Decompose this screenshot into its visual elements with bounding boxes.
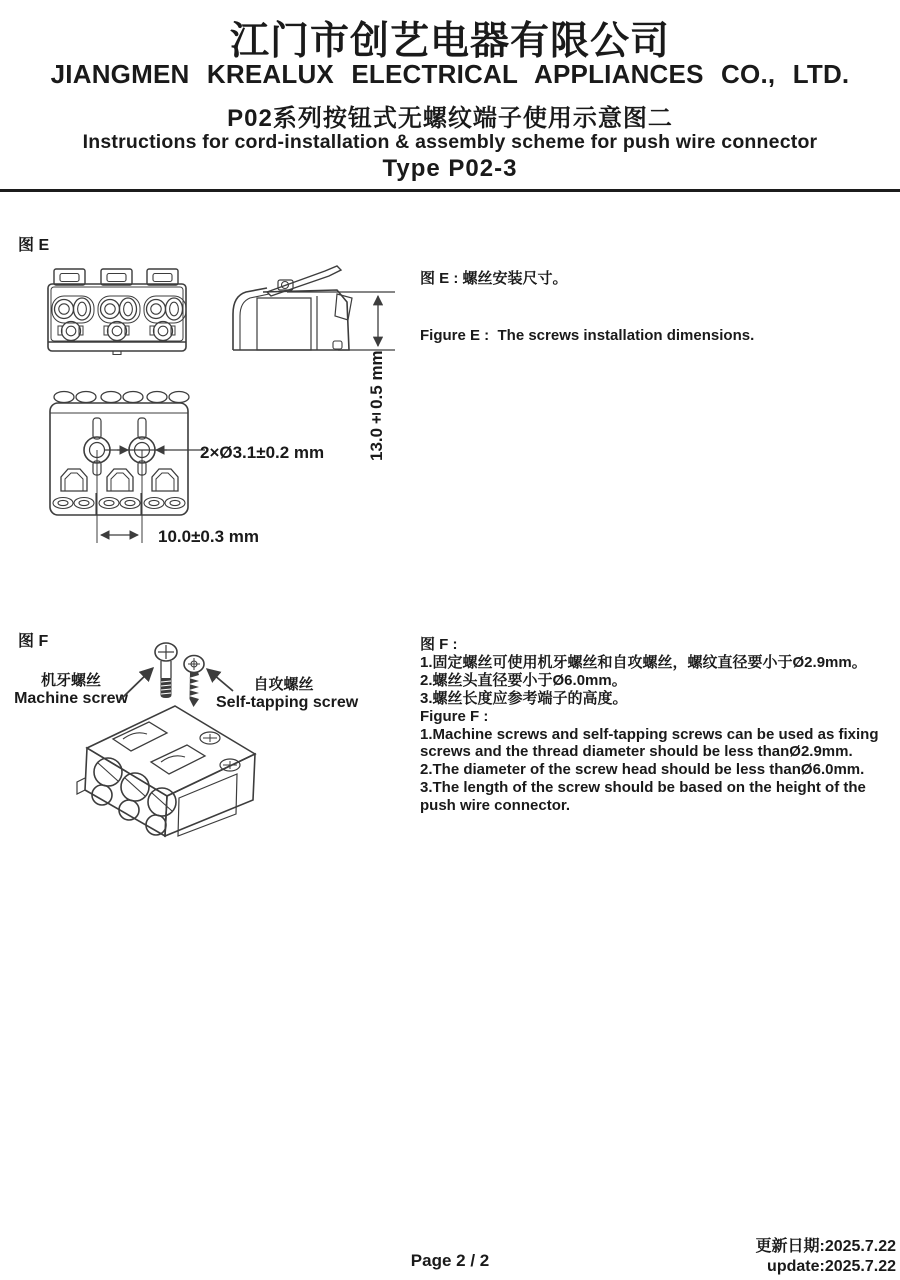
- company-name-en: JIANGMEN KREALUX ELECTRICAL APPLIANCES CO., LTD.: [50, 59, 850, 89]
- figure-e-caption-en: Figure E : The screws installation dimensions.: [420, 327, 755, 344]
- update-date-en: update:2025.7.22: [767, 1258, 896, 1275]
- doc-subtitle-cn: P02系列按钮式无螺纹端子使用示意图二: [227, 105, 673, 132]
- type-label: Type P02-3: [382, 155, 518, 182]
- dim-spacing-label: 10.0±0.3 mm: [158, 527, 260, 546]
- figure-f-assembly-drawing: [75, 638, 345, 848]
- note-line: push wire connector.: [420, 797, 571, 815]
- doc-subtitle-en: Instructions for cord-installation & assembly scheme for push wire connector: [82, 131, 818, 153]
- note-line: 1.固定螺丝可使用机牙螺丝和自攻螺丝，螺纹直径要小于Ø2.9mm。: [420, 653, 867, 671]
- note-line: 1.Machine screws and self-tapping screws can be used as fixing: [420, 725, 879, 743]
- dim-height-label: 13.0±0.5 mm: [367, 350, 386, 461]
- self-tapping-screw-label-en: Self-tapping screw: [216, 694, 359, 711]
- figure-f-label: 图 F: [18, 633, 49, 650]
- note-line: 图 F :: [420, 636, 458, 653]
- update-dates: [755, 1237, 896, 1277]
- figure-e-caption-cn: 图 E : 螺丝安装尺寸。: [420, 270, 568, 287]
- company-name-cn: 江门市创艺电器有限公司: [229, 20, 670, 63]
- note-line: screws and the thread diameter should be less thanØ2.9mm.: [420, 743, 853, 761]
- machine-screw-drawing: [155, 643, 177, 698]
- figure-e-side-view-drawing: [225, 262, 400, 357]
- header-divider: [0, 189, 900, 192]
- page-number: Page 2 / 2: [410, 1251, 490, 1270]
- dim-hole-label: 2×Ø3.1±0.2 mm: [200, 443, 325, 462]
- figure-e-top-view-drawing: [45, 385, 335, 550]
- self-tapping-screw-drawing: [184, 656, 204, 708]
- machine-screw-label-cn: 机牙螺丝: [40, 672, 101, 689]
- figure-e-label: 图 E: [18, 237, 50, 254]
- note-line: Figure F :: [420, 707, 489, 725]
- figure-e-caption: [420, 231, 754, 383]
- note-line: 2.The diameter of the screw head should be less thanØ6.0mm.: [420, 761, 865, 779]
- machine-screw-label-en: Machine screw: [14, 690, 128, 707]
- figure-e-front-view-drawing: [46, 266, 196, 361]
- self-tapping-screw-label-cn: 自攻螺丝: [253, 676, 314, 693]
- figure-f-notes: [420, 636, 900, 815]
- update-date-cn: 更新日期:2025.7.22: [755, 1238, 896, 1255]
- note-line: 3.螺丝长度应参考端子的高度。: [420, 689, 628, 707]
- note-line: 3.The length of the screw should be based on the height of the: [420, 779, 866, 797]
- connector-3d-drawing: [77, 706, 255, 836]
- note-line: 2.螺丝头直径要小于Ø6.0mm。: [420, 671, 627, 689]
